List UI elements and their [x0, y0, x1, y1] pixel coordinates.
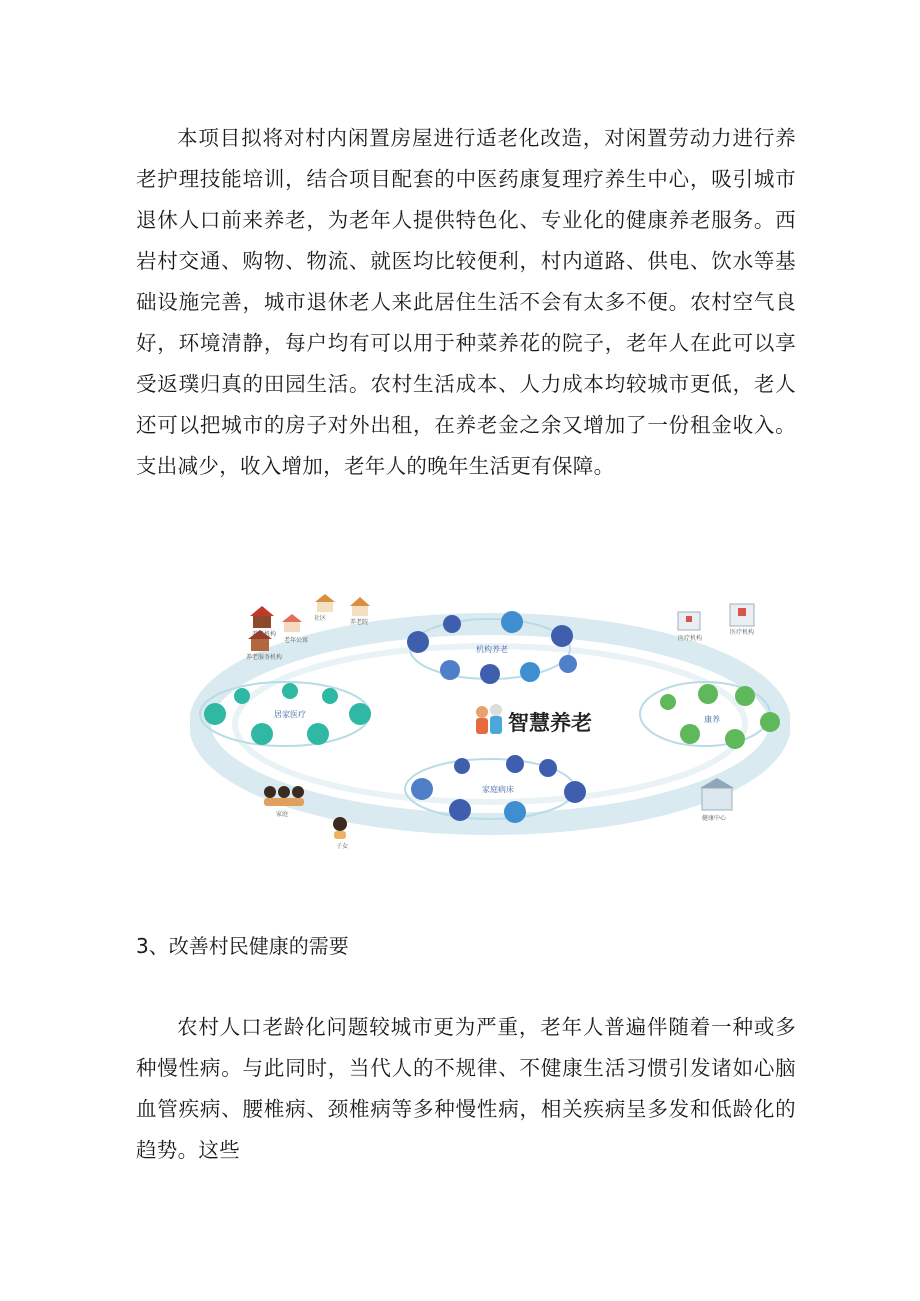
smart-elderly-care-diagram: [190, 584, 790, 864]
label-hospital-2: 医疗机构: [730, 629, 755, 636]
node: [564, 781, 586, 803]
label-children: 子女: [336, 843, 349, 850]
node: [698, 684, 718, 704]
node: [501, 611, 523, 633]
node: [234, 688, 250, 704]
hospital-icon: [678, 612, 700, 630]
house-icon: [315, 594, 335, 612]
cluster-label-institution: 机构养老: [476, 645, 508, 654]
node: [551, 625, 573, 647]
node: [251, 723, 273, 745]
label-community: 社区: [314, 615, 327, 622]
child-icon: [333, 817, 347, 839]
node: [407, 631, 429, 653]
node: [411, 778, 433, 800]
node: [322, 688, 338, 704]
hospital-icon: [730, 604, 754, 626]
node: [282, 683, 298, 699]
node: [735, 686, 755, 706]
body-paragraph-2: 农村人口老龄化问题较城市更为严重，老年人普遍伴随着一种或多种慢性病。与此同时，当代人的不规律、不健康生活习惯引发诸如心脑血管疾病、腰椎病、颈椎病等多种慢性病，相关疾病呈多发和低龄化的趋势。这些: [136, 1015, 796, 1162]
house-icon: [350, 597, 370, 616]
node: [559, 655, 577, 673]
label-elderly-apartment: 老年公寓: [284, 637, 309, 644]
node: [307, 723, 329, 745]
label-health-center: 健康中心: [702, 815, 727, 822]
node: [504, 801, 526, 823]
label-hospital: 医疗机构: [678, 635, 703, 642]
node: [449, 799, 471, 821]
body-paragraph-1: 本项目拟将对村内闲置房屋进行适老化改造，对闲置劳动力进行养老护理技能培训，结合项目配套的中医药康复理疗养生中心，吸引城市退休人口前来养老，为老年人提供特色化、专业化的健康养老服务。西岩村交通、购物、物流、就医均比较便利，村内道路、供电、饮水等基础设施完善，城市退休老人来此居住生活不会有太多不便。农村空气良好，环境清静，每户均有可以用于种菜养花的院子，老年人在此可以享受返璞归真的田园生活。农村生活成本、人力成本均较城市更低，老人还可以把城市的房子对外出租，在养老金之余又增加了一份租金收入。支出减少，收入增加，老年人的晚年生活更有保障。: [136, 126, 796, 478]
house-icon: [250, 606, 274, 628]
node: [204, 703, 226, 725]
node: [506, 755, 524, 773]
node: [443, 615, 461, 633]
cluster-label-recovery: 康养: [704, 715, 720, 724]
family-icon: [264, 786, 304, 806]
label-family: 家庭: [276, 811, 289, 818]
cluster-label-home-medical: 居家医疗: [274, 710, 306, 719]
node: [660, 694, 676, 710]
node: [760, 712, 780, 732]
section-heading: 3、改善村民健康的需要: [136, 934, 349, 958]
house-icon: [282, 614, 302, 632]
elderly-couple-icon: [476, 704, 502, 734]
node: [349, 703, 371, 725]
cluster-label-family-bed: 家庭病床: [482, 785, 514, 794]
label-nursing-home: 养老机构: [252, 631, 277, 638]
label-nursing-home-2: 养老服务机构: [246, 654, 283, 661]
label-village: 养老院: [350, 619, 369, 626]
center-title: 智慧养老: [508, 711, 592, 735]
node: [680, 724, 700, 744]
node: [520, 662, 540, 682]
node: [539, 759, 557, 777]
node: [454, 758, 470, 774]
node: [440, 660, 460, 680]
node: [480, 664, 500, 684]
node: [725, 729, 745, 749]
